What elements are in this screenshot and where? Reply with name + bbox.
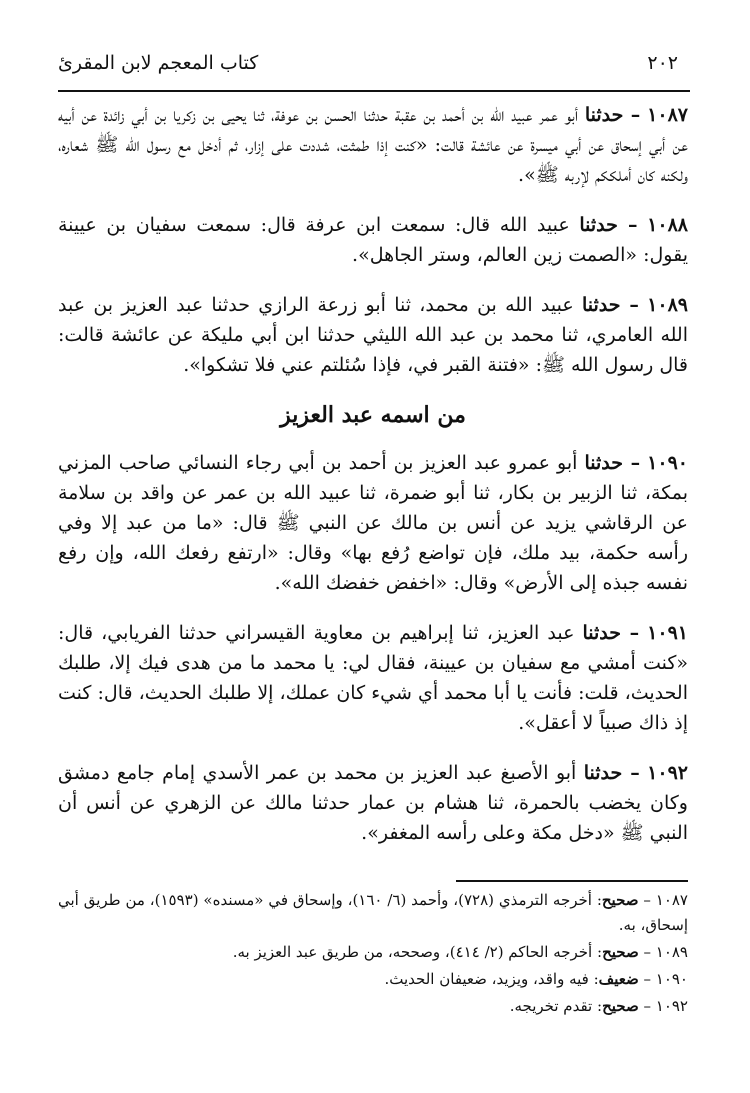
- entry-number: ١٠٩١: [647, 622, 688, 644]
- entry-lead: حدثنا: [579, 214, 618, 236]
- footnote: [58, 940, 688, 965]
- entry-number: ١٠٩٠: [647, 452, 688, 474]
- hadith-entry: [58, 448, 688, 598]
- footnote-colon: :: [588, 970, 599, 988]
- footnote-dash: –: [638, 997, 651, 1015]
- footnote-colon: :: [591, 891, 602, 909]
- entry-number: ١٠٨٧: [647, 104, 688, 126]
- entry-lead: حدثنا: [584, 104, 624, 126]
- footnote-number: ١٠٨٩: [655, 943, 688, 961]
- entry-text: أبو الأصبغ عبد العزيز بن محمد بن عمر الأسدي إمام جامع دمشق وكان يخضب بالحمرة، ثنا هشام بن عمار حدثنا مالك عن الزهري عن أنس أن النبي ﷺ «دخل مكة وعلى رأسه المغفر».: [58, 762, 688, 844]
- footnote-text: أخرجه الترمذي (٧٢٨)، وأحمد (٦/ ١٦٠)، وإسحاق في «مسنده» (١٥٩٣)، من طريق أبي إسحاق، به.: [58, 891, 688, 934]
- entry-dash: –: [622, 762, 640, 784]
- footnote: [58, 994, 688, 1019]
- entry-text: أبو عمر عبيد الله بن أحمد بن عقبة حدثنا الحسن بن عوفة، ثنا يحيى بن زكريا بن أبي زائدة عن أبيه عن أبي إسحاق عن أبي ميسرة عن عائشة قالت: «كنت إذا طمثت، شددت على إزار، ثم أدخل مع رسول الله ﷺ شعاره، ولكنه كان أملككم لإربه ﷺ».: [58, 104, 688, 186]
- hadith-entry: [58, 100, 688, 190]
- entry-text: عبيد الله بن محمد، ثنا أبو زرعة الرازي حدثنا عبد العزيز بن عبد الله العامري، ثنا محمد بن عبد الله الليثي حدثنا ابن أبي مليكة عن عائشة قالت: قال رسول الله ﷺ: «فتنة القبر في، فإذا سُئلتم عني فلا تشكوا».: [58, 294, 688, 376]
- footnote-number: ١٠٩٠: [655, 970, 688, 988]
- entry-number: ١٠٨٨: [647, 214, 688, 236]
- footnote-grade: صحيح: [602, 943, 639, 961]
- entry-dash: –: [623, 452, 641, 474]
- entry-dash: –: [617, 214, 638, 236]
- footnotes: [58, 888, 688, 1021]
- page-number: ٢٠٢: [647, 52, 678, 74]
- book-title: كتاب المعجم لابن المقرئ: [58, 52, 259, 74]
- footnote-text: فيه واقد، ويزيد، ضعيفان الحديث.: [384, 970, 589, 988]
- footnote-grade: ضعيف: [598, 970, 639, 988]
- entry-lead: حدثنا: [583, 762, 623, 784]
- hadith-entry: [58, 618, 688, 738]
- footnote-rule: [456, 880, 688, 882]
- entry-lead: حدثنا: [582, 294, 621, 316]
- footnote-dash: –: [638, 943, 651, 961]
- running-header: [58, 52, 678, 82]
- footnote-number: ١٠٩٢: [655, 997, 688, 1015]
- entry-lead: حدثنا: [584, 452, 624, 474]
- section-heading: من اسمه عبد العزيز: [280, 402, 466, 428]
- footnote: [58, 967, 688, 992]
- entry-dash: –: [621, 622, 640, 644]
- entry-lead: حدثنا: [582, 622, 621, 644]
- entry-text: عبيد الله قال: سمعت ابن عرفة قال: سمعت سفيان بن عيينة يقول: «الصمت زين العالم، وستر الجاهل».: [58, 214, 688, 266]
- footnote-text: تقدم تخريجه.: [509, 997, 593, 1015]
- hadith-entry: [58, 758, 688, 848]
- footnote-colon: :: [592, 943, 603, 961]
- main-text: [58, 100, 688, 868]
- hadith-entry: [58, 290, 688, 380]
- footnote-text: أخرجه الحاكم (٢/ ٤١٤)، وصححه، من طريق عبد العزيز به.: [232, 943, 593, 961]
- footnote-number: ١٠٨٧: [655, 891, 688, 909]
- hadith-entry: [58, 210, 688, 270]
- footnote-dash: –: [638, 891, 651, 909]
- entry-dash: –: [620, 294, 639, 316]
- entry-text: عبد العزيز، ثنا إبراهيم بن معاوية القيسراني حدثنا الفريابي، قال: «كنت أمشي مع سفيان بن عيينة، فقال لي: يا محمد ما من هدى فيك إلا، طلبك الحديث، قلت: فأنت يا أبا محمد أي شيء كان عملك، إلا طلبك الحديث، قال: كنت إذ ذاك صبياً لا أعقل».: [58, 622, 688, 734]
- entry-text: أبو عمرو عبد العزيز بن أحمد بن أبي رجاء النسائي صاحب المزني بمكة، ثنا الزبير بن بكار، ثنا أبو ضمرة، ثنا عبيد الله بن عمر عن واقد بن سلامة عن الرقاشي يزيد عن أنس بن مالك عن النبي ﷺ قال: «ما من عبد إلا وفي رأسه حكمة، بيد ملك، فإن تواضع رُفع بها» وقال: «ارتفع رفعك الله، وإن رفع نفسه جبذه إلى الأرض» وقال: «اخفض خفضك الله».: [58, 452, 688, 594]
- footnote: [58, 888, 688, 938]
- footnote-colon: :: [592, 997, 603, 1015]
- header-rule: [58, 90, 690, 92]
- entry-number: ١٠٩٢: [647, 762, 688, 784]
- entry-number: ١٠٨٩: [647, 294, 688, 316]
- footnote-grade: صحيح: [602, 997, 639, 1015]
- footnote-dash: –: [638, 970, 651, 988]
- footnote-grade: صحيح: [601, 891, 639, 909]
- entry-dash: –: [623, 104, 641, 126]
